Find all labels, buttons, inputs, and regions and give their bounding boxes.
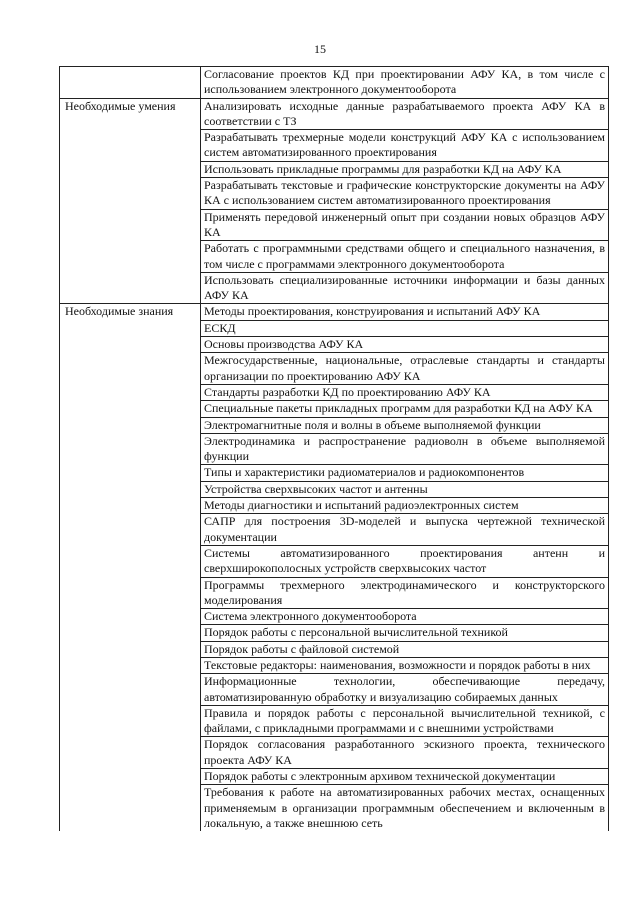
table-row [60,641,609,657]
row-item-text: Стандарты разработки КД по проектированию АФУ КА [201,384,609,400]
row-section-label-cont [60,465,201,481]
table-row [60,161,609,177]
table-row [60,577,609,609]
row-item-text: Методы диагностики и испытаний радиоэлектронных систем [201,498,609,514]
table-row [60,98,609,130]
row-item-text: Типы и характеристики радиоматериалов и радиокомпонентов [201,465,609,481]
table-row [60,272,609,304]
row-item-text: Применять передовой инженерный опыт при создании новых образцов АФУ КА [201,209,609,241]
row-section-label-cont [60,785,201,831]
row-section-label-cont [60,241,201,273]
table-row [60,304,609,320]
row-item-text: ЕСКД [201,320,609,336]
row-section-label-cont [60,625,201,641]
row-section-label-cont [60,353,201,385]
table-row [60,657,609,673]
row-item-text: Специальные пакеты прикладных программ для разработки КД на АФУ КА [201,401,609,417]
table-row [60,209,609,241]
row-item-text: Устройства сверхвысоких частот и антенны [201,481,609,497]
row-section-label-cont [60,674,201,706]
table-row [60,433,609,465]
row-section-label-cont [60,337,201,353]
table-row [60,241,609,273]
table-row [60,481,609,497]
table-row [60,178,609,210]
table-row [60,705,609,737]
row-section-label-cont [60,498,201,514]
table-row [60,417,609,433]
row-item-text: Порядок работы с электронным архивом технической документации [201,769,609,785]
table-row [60,384,609,400]
row-section-label-cont [60,705,201,737]
row-item-text: Методы проектирования, конструирования и испытаний АФУ КА [201,304,609,320]
row-section-label: Необходимые умения [60,98,201,130]
row-section-label-cont [60,178,201,210]
row-item-text: Правила и порядок работы с персональной вычислительной техникой, с файлами, с прикладными программами и с внешними устройствами [201,705,609,737]
row-section-label-cont [60,320,201,336]
row-item-text: Требования к работе на автоматизированных рабочих местах, оснащенных применяемым в организации программным обеспечением и включенным в локальную, а также внешнюю сеть [201,785,609,831]
row-section-label-cont [60,209,201,241]
row-item-text: Использовать прикладные программы для разработки КД на АФУ КА [201,161,609,177]
row-item-text: Разрабатывать трехмерные модели конструкций АФУ КА с использованием систем автоматизированного проектирования [201,130,609,162]
competency-table-body [60,67,609,832]
table-row [60,498,609,514]
table-row [60,130,609,162]
row-section-label-cont [60,130,201,162]
row-section-label-cont [60,272,201,304]
row-section-label-cont [60,545,201,577]
row-item-text: Разрабатывать текстовые и графические конструкторские документы на АФУ КА с использованием систем автоматизированного проектирования [201,178,609,210]
row-item-text: Основы производства АФУ КА [201,337,609,353]
row-section-label-cont [60,401,201,417]
row-section-label-cont [60,657,201,673]
row-section-label-cont [60,577,201,609]
row-item-text: САПР для построения 3D-моделей и выпуска чертежной технической документации [201,514,609,546]
table-row [60,465,609,481]
table-row [60,320,609,336]
row-section-label-cont [60,769,201,785]
row-section-label-cont [60,609,201,625]
row-item-text: Анализировать исходные данные разрабатываемого проекта АФУ КА в соответствии с ТЗ [201,98,609,130]
page-number: 15 [314,42,326,56]
row-item-text: Электродинамика и распространение радиоволн в объеме выполняемой функции [201,433,609,465]
row-item-text: Согласование проектов КД при проектировании АФУ КА, в том числе с использованием электронного документооборота [201,67,609,99]
table-row [60,545,609,577]
row-section-label-cont [60,737,201,769]
table-row [60,737,609,769]
row-item-text: Электромагнитные поля и волны в объеме выполняемой функции [201,417,609,433]
row-section-label-cont [60,433,201,465]
row-item-text: Информационные технологии, обеспечивающие передачу, автоматизированную обработку и визуализацию собираемых данных [201,674,609,706]
table-row [60,625,609,641]
row-item-text: Программы трехмерного электродинамического и конструкторского моделирования [201,577,609,609]
row-section-label-cont [60,161,201,177]
row-item-text: Межгосударственные, национальные, отраслевые стандарты и стандарты организации по проектированию АФУ КА [201,353,609,385]
row-item-text: Порядок работы с файловой системой [201,641,609,657]
row-item-text: Порядок работы с персональной вычислительной техникой [201,625,609,641]
table-row [60,67,609,99]
table-row [60,401,609,417]
competency-table [59,66,609,831]
row-item-text: Системы автоматизированного проектирования антенн и сверхширокополосных устройств сверхвысоких частот [201,545,609,577]
table-row [60,514,609,546]
table-row [60,674,609,706]
row-item-text: Порядок согласования разработанного эскизного проекта, технического проекта АФУ КА [201,737,609,769]
row-item-text: Текстовые редакторы: наименования, возможности и порядок работы в них [201,657,609,673]
table-row [60,785,609,831]
row-section-label-cont [60,641,201,657]
row-section-label-cont [60,417,201,433]
table-row [60,609,609,625]
row-section-label [60,67,201,99]
table-row [60,353,609,385]
row-item-text: Система электронного документооборота [201,609,609,625]
table-row [60,769,609,785]
row-section-label-cont [60,384,201,400]
row-item-text: Работать с программными средствами общего и специального назначения, в том числе с программами электронного документооборота [201,241,609,273]
row-section-label-cont [60,481,201,497]
table-row [60,337,609,353]
row-section-label-cont [60,514,201,546]
row-item-text: Использовать специализированные источники информации и базы данных АФУ КА [201,272,609,304]
row-section-label: Необходимые знания [60,304,201,320]
